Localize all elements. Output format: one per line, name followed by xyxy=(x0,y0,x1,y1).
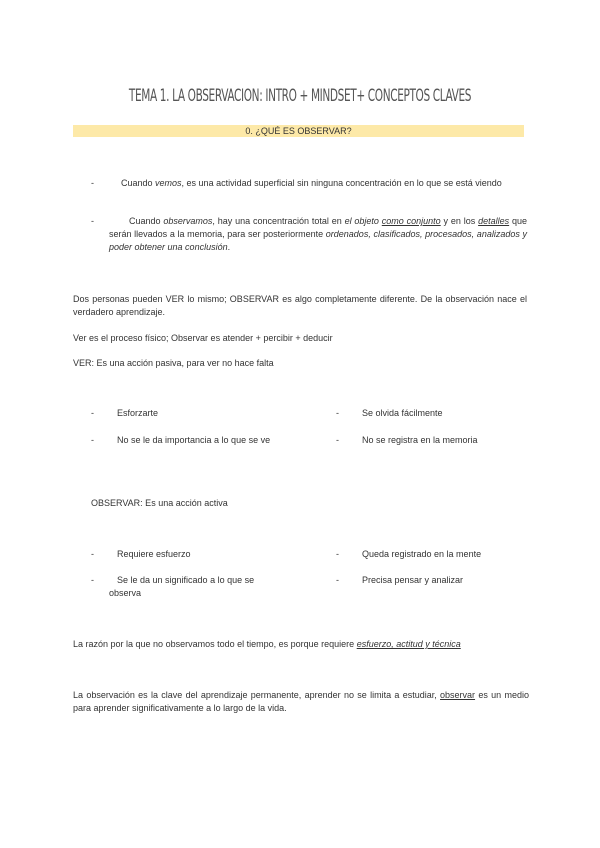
text-run: , hay una concentración total en xyxy=(212,216,345,226)
text-run-underlined: detalles xyxy=(478,216,510,226)
bullet-dash: - xyxy=(91,178,94,188)
text-run: . xyxy=(227,242,231,252)
bullet-dash: - xyxy=(336,435,339,445)
bullet-dash: - xyxy=(336,408,339,418)
text-run: es un medio para aprender significativamente a lo largo de la vida. xyxy=(73,690,530,713)
paragraph-observar-activa: OBSERVAR: Es una acción activa xyxy=(91,498,228,508)
text-run-underlined: esfuerzo, actitud y técnica xyxy=(356,639,461,649)
paragraph-ver-observar: Ver es el proceso físico; Observar es atender + percibir + deducir xyxy=(73,333,333,343)
document-title: TEMA 1. LA OBSERVACION: INTRO + MINDSET+ CONCEPTOS CLAVES xyxy=(128,86,472,106)
bullet-dash: - xyxy=(336,549,339,559)
observar-item-pensar: Precisa pensar y analizar xyxy=(362,575,464,585)
bullet-dash: - xyxy=(91,549,94,559)
text-run-italic: ordenados, clasificados, procesados, analizados y poder obtener una conclusión xyxy=(109,229,527,252)
section-heading: 0. ¿QUÉ ES OBSERVAR? xyxy=(73,125,524,137)
paragraph-razon xyxy=(73,638,533,651)
text-run: Cuando xyxy=(129,216,164,226)
text-run: que serán llevados a la memoria, para ser posteriormente xyxy=(109,216,527,239)
bullet-dash: - xyxy=(91,575,94,585)
bullet-dash: - xyxy=(91,408,94,418)
ver-item-esforzarte: Esforzarte xyxy=(117,408,159,418)
text-run: La razón por la que no observamos todo el tiempo, es porque requiere xyxy=(73,639,357,649)
text-run: La observación es la clave del aprendizaje permanente, aprender no se limita a estudiar, xyxy=(73,690,441,700)
observar-item-registrado: Queda registrado en la mente xyxy=(362,549,482,559)
ver-item-importancia: No se le da importancia a lo que se ve xyxy=(117,435,271,445)
ver-item-olvida: Se olvida fácilmente xyxy=(362,408,443,418)
paragraph-clave xyxy=(73,689,529,715)
paragraph-ver-pasiva: VER: Es una acción pasiva, para ver no hace falta xyxy=(73,358,274,368)
text-run-italic: vemos xyxy=(155,178,182,188)
bullet-ver xyxy=(109,177,529,190)
bullet-observar xyxy=(109,215,527,254)
paragraph-two-people: Dos personas pueden VER lo mismo; OBSERVAR es algo completamente diferente. De la observación nace el verdadero aprendizaje. xyxy=(73,294,527,317)
text-run-italic: observamos xyxy=(163,216,213,226)
observar-item-significado: Se le da un significado a lo que se observa xyxy=(109,575,255,598)
ver-item-memoria: No se registra en la memoria xyxy=(362,435,478,445)
text-run-underlined: como conjunto xyxy=(381,216,441,226)
text-run: , es una actividad superficial sin ninguna concentración en lo que se está viendo xyxy=(181,178,502,188)
text-run-italic: el objeto xyxy=(344,216,379,226)
text-run-underlined: observar xyxy=(440,690,476,700)
observar-item-esfuerzo: Requiere esfuerzo xyxy=(117,549,191,559)
bullet-dash: - xyxy=(336,575,339,585)
bullet-dash: - xyxy=(91,435,94,445)
bullet-dash: - xyxy=(91,216,94,226)
text-run: y en los xyxy=(440,216,479,226)
text-run: Cuando xyxy=(121,178,156,188)
